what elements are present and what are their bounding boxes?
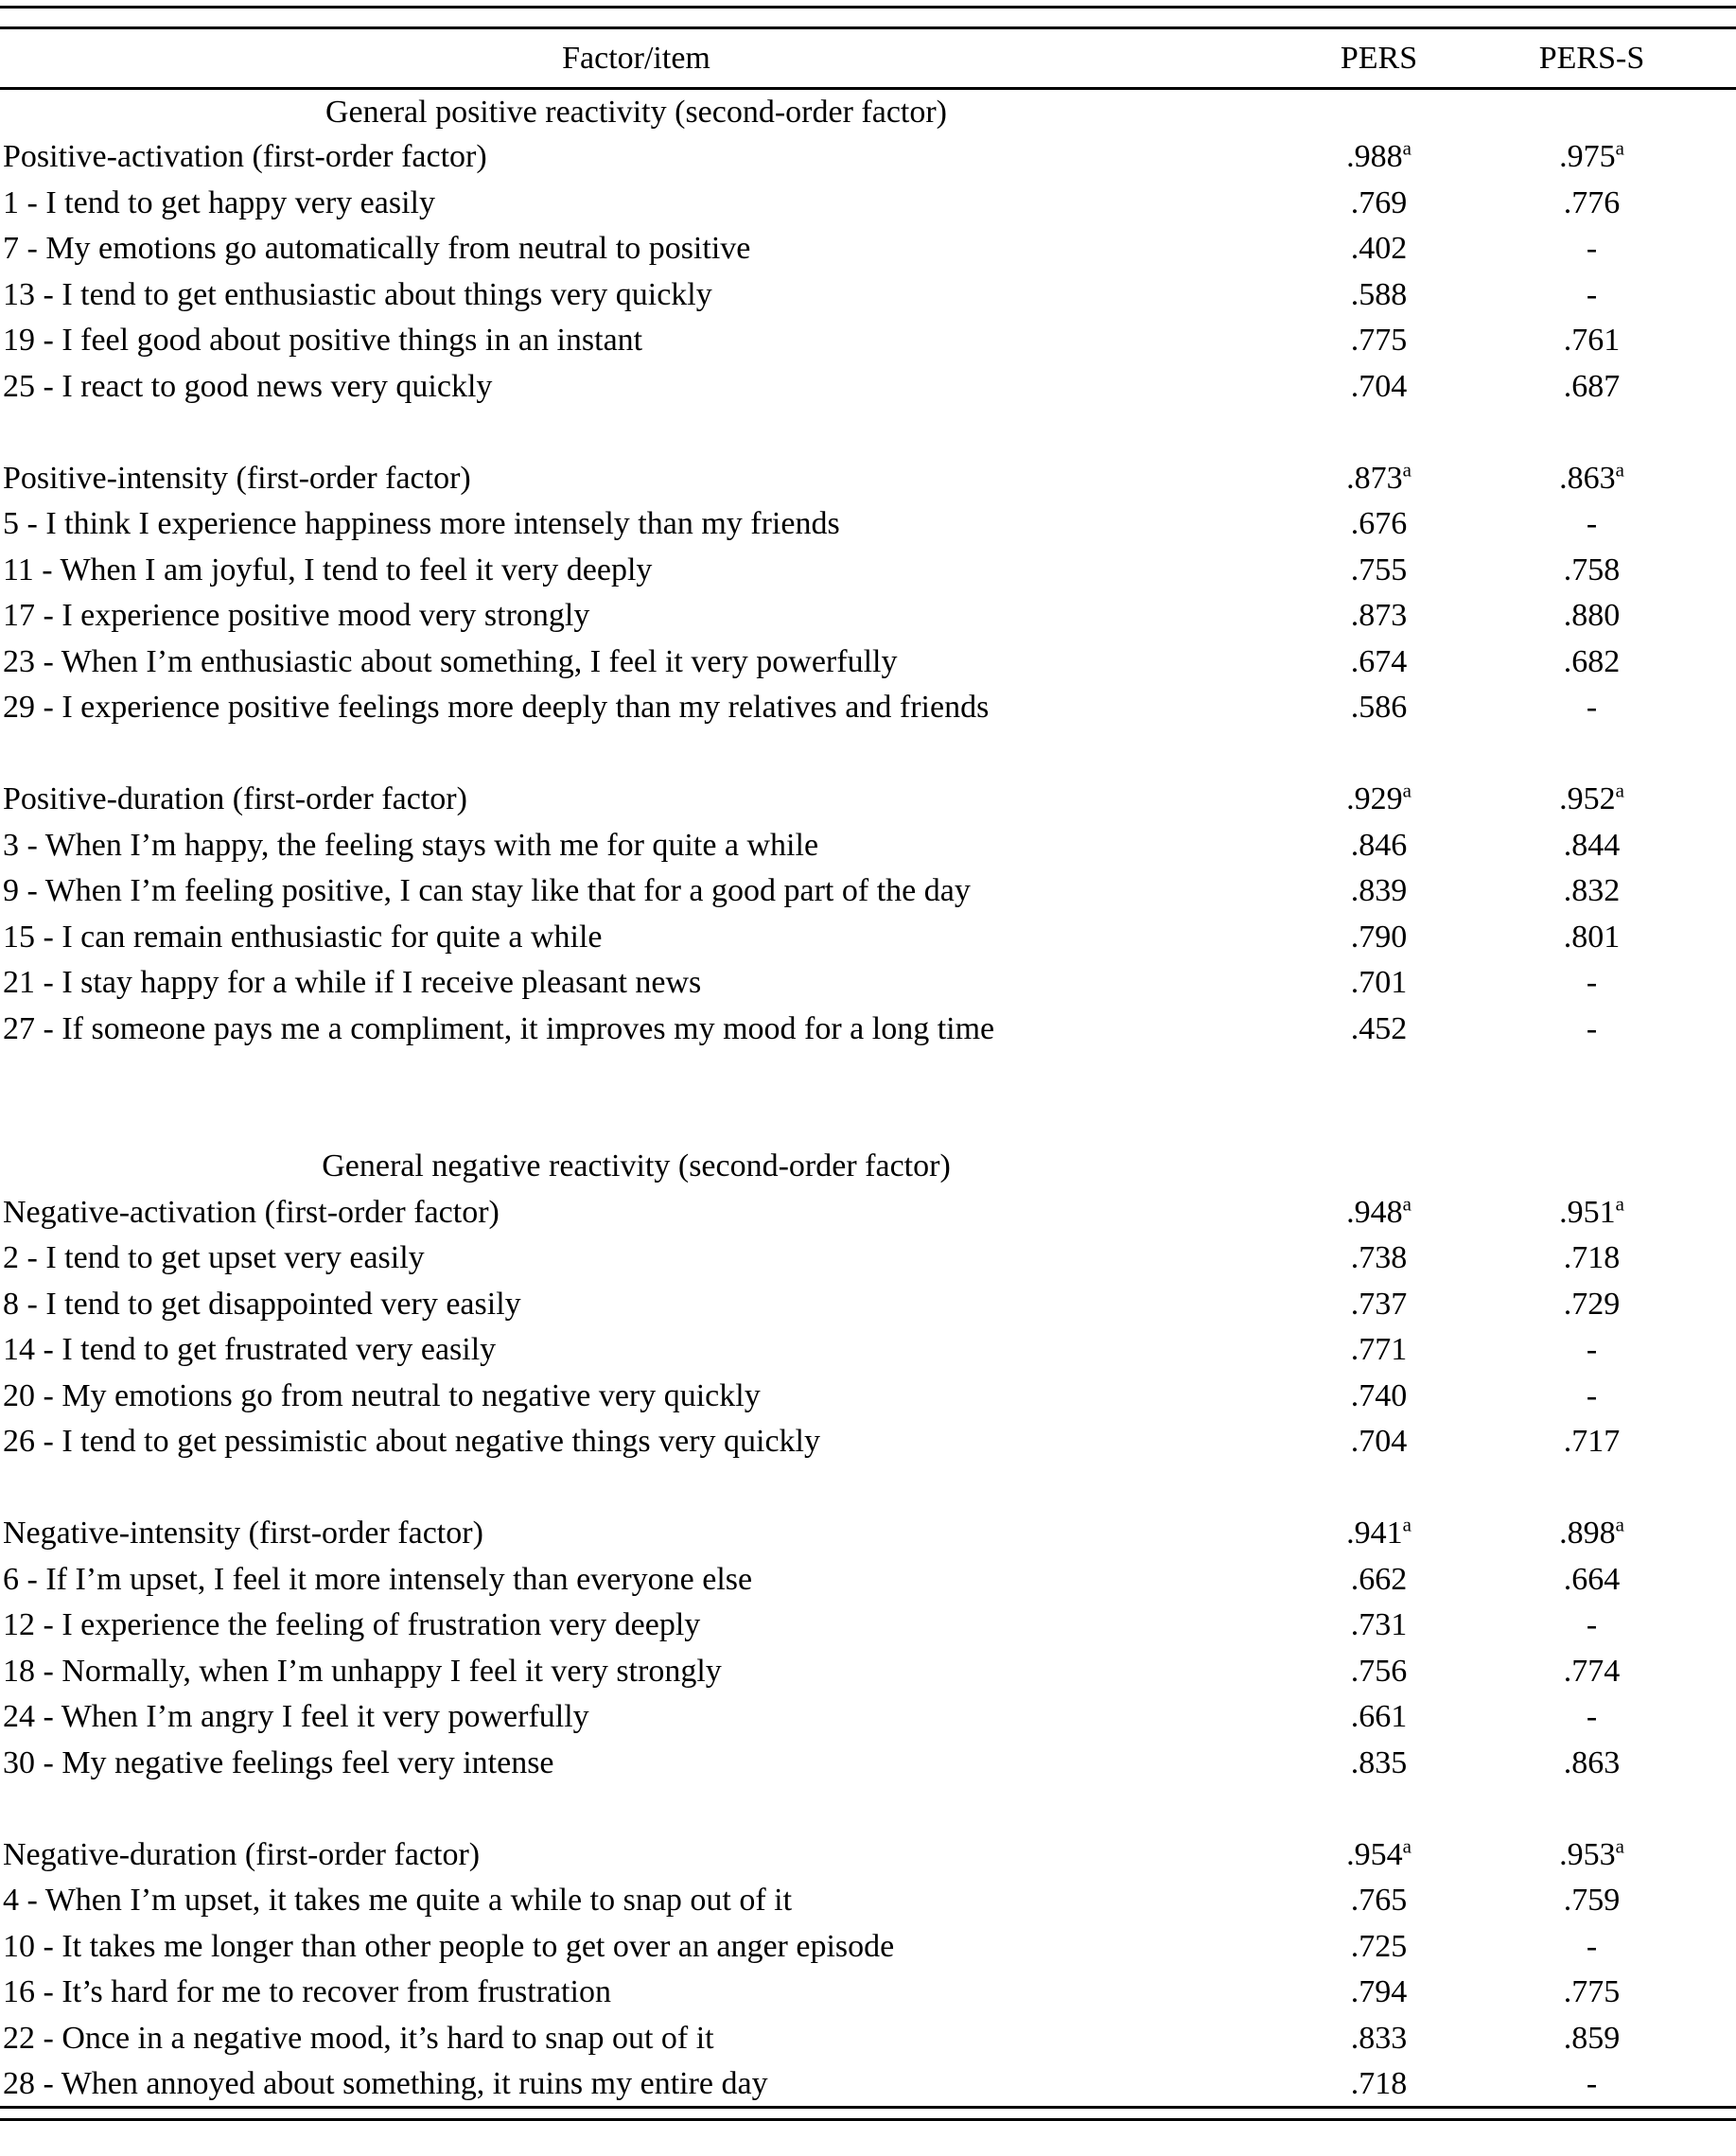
row-label: 8 - I tend to get disappointed very easily <box>3 1286 521 1322</box>
row-label: Negative-duration (first-order factor) <box>3 1836 481 1872</box>
pers-value: .954$^a$ <box>1346 1834 1412 1872</box>
row-label: 18 - Normally, when I’m unhappy I feel it very strongly <box>3 1653 722 1689</box>
column-header-pers-s: PERS-S <box>1485 28 1736 89</box>
pers-s-value: - <box>1586 690 1598 726</box>
row-label: 13 - I tend to get enthusiastic about things very quickly <box>3 276 712 312</box>
row-label: Negative-intensity (first-order factor) <box>3 1516 483 1551</box>
item-row <box>0 2016 1736 2062</box>
pers-value: .740 <box>1350 1377 1408 1413</box>
superscript-a: a <box>1402 1513 1412 1536</box>
pers-s-value: - <box>1586 1332 1598 1368</box>
factor-row <box>0 1190 1736 1236</box>
item-row <box>0 548 1736 594</box>
pers-value: .718 <box>1350 2065 1408 2101</box>
pers-value: .948$^a$ <box>1346 1192 1412 1230</box>
spacer-cell <box>0 1465 1736 1512</box>
superscript-a: a <box>1615 779 1624 802</box>
item-row <box>0 226 1736 272</box>
row-label: 6 - If I’m upset, I feel it more intensely than everyone else <box>3 1561 753 1597</box>
row-label: 5 - I think I experience happiness more intensely than my friends <box>3 506 840 542</box>
item-row <box>0 915 1736 961</box>
row-label: 26 - I tend to get pessimistic about negative things very quickly <box>3 1424 820 1460</box>
item-row <box>0 1327 1736 1374</box>
spacer-row <box>0 1465 1736 1512</box>
column-header-pers: PERS <box>1272 28 1485 89</box>
pers-s-value: - <box>1586 1377 1598 1413</box>
item-row <box>0 1007 1736 1053</box>
pers-s-value: - <box>1586 276 1598 312</box>
pers-value: .725 <box>1350 1928 1408 1964</box>
row-label: 9 - When I’m feeling positive, I can stay like that for a good part of the day <box>3 873 971 909</box>
pers-value: .790 <box>1350 919 1408 955</box>
row-label: 21 - I stay happy for a while if I receive pleasant news <box>3 965 702 1001</box>
pers-value <box>1272 89 1485 135</box>
row-label: 24 - When I’m angry I feel it very powerfully <box>3 1699 589 1735</box>
row-label: Negative-activation (first-order factor) <box>3 1194 500 1230</box>
row-label: Positive-duration (first-order factor) <box>3 781 467 817</box>
item-row <box>0 1649 1736 1695</box>
row-label: 2 - I tend to get upset very easily <box>3 1240 425 1276</box>
pers-s-value: - <box>1586 1699 1598 1735</box>
pers-value: .839 <box>1350 873 1408 909</box>
superscript-a: a <box>1615 458 1624 482</box>
item-row <box>0 364 1736 411</box>
superscript-a: a <box>1615 1192 1624 1216</box>
pers-value: .846 <box>1350 827 1408 863</box>
pers-s-value: .898$^a$ <box>1559 1513 1624 1551</box>
pers-value: .771 <box>1350 1332 1408 1368</box>
row-label: 25 - I react to good news very quickly <box>3 368 493 404</box>
item-row <box>0 272 1736 319</box>
section-header-row <box>0 89 1736 135</box>
item-row <box>0 1282 1736 1328</box>
pers-value: .737 <box>1350 1286 1408 1322</box>
superscript-a: a <box>1402 1192 1412 1216</box>
row-label: 15 - I can remain enthusiastic for quite a while <box>3 919 603 955</box>
pers-s-value: .859 <box>1563 2020 1621 2056</box>
table-body <box>0 89 1736 2108</box>
pers-value: .731 <box>1350 1607 1408 1643</box>
pers-s-value: .718 <box>1563 1240 1621 1276</box>
row-label: Positive-activation (first-order factor) <box>3 139 487 175</box>
pers-value: .835 <box>1350 1744 1408 1780</box>
section-title: General positive reactivity (second-order factor) <box>324 94 948 130</box>
pers-value: .765 <box>1350 1883 1408 1919</box>
pers-value: .769 <box>1350 184 1408 220</box>
item-row <box>0 823 1736 869</box>
pers-s-value: .951$^a$ <box>1559 1192 1624 1230</box>
spacer-cell <box>0 1786 1736 1832</box>
pers-s-value: .774 <box>1563 1653 1621 1689</box>
item-row <box>0 1694 1736 1741</box>
row-label: 4 - When I’m upset, it takes me quite a while to snap out of it <box>3 1883 793 1919</box>
pers-s-value: - <box>1586 1928 1598 1964</box>
item-row <box>0 1557 1736 1604</box>
factor-row <box>0 134 1736 181</box>
pers-s-value: .758 <box>1563 552 1621 587</box>
row-label: 27 - If someone pays me a compliment, it improves my mood for a long time <box>3 1010 995 1046</box>
pers-s-value: - <box>1586 2065 1598 2101</box>
factor-loadings-table <box>0 26 1736 2109</box>
factor-row <box>0 1832 1736 1879</box>
factor-row <box>0 456 1736 502</box>
item-row <box>0 181 1736 227</box>
row-label: 19 - I feel good about positive things in an instant <box>3 323 643 359</box>
row-label: 1 - I tend to get happy very easily <box>3 184 435 220</box>
pers-value: .929$^a$ <box>1346 779 1412 817</box>
row-label: 29 - I experience positive feelings more deeply than my relatives and friends <box>3 690 990 726</box>
pers-value: .704 <box>1350 1424 1408 1460</box>
pers-value: .701 <box>1350 965 1408 1001</box>
pers-s-value: - <box>1586 1010 1598 1046</box>
table-bottom-rule <box>0 2118 1736 2121</box>
superscript-a: a <box>1402 1834 1412 1858</box>
pers-s-value: .761 <box>1563 323 1621 359</box>
row-label: 28 - When annoyed about something, it ruins my entire day <box>3 2065 768 2101</box>
spacer-row <box>0 1052 1736 1098</box>
pers-value: .755 <box>1350 552 1408 587</box>
pers-s-value: .729 <box>1563 1286 1621 1322</box>
pers-value: .941$^a$ <box>1346 1513 1412 1551</box>
item-row <box>0 1603 1736 1649</box>
spacer-cell <box>0 731 1736 778</box>
spacer-cell <box>0 1052 1736 1098</box>
pers-value: .756 <box>1350 1653 1408 1689</box>
item-row <box>0 1741 1736 1787</box>
pers-value: .988$^a$ <box>1346 136 1412 175</box>
row-label: 14 - I tend to get frustrated very easily <box>3 1332 497 1368</box>
pers-s-value: .775 <box>1563 1974 1621 2010</box>
row-label: 17 - I experience positive mood very strongly <box>3 598 590 634</box>
item-row <box>0 685 1736 731</box>
pers-s-value: - <box>1586 506 1598 542</box>
row-label: 23 - When I’m enthusiastic about something, I feel it very powerfully <box>3 643 898 679</box>
item-row <box>0 1236 1736 1282</box>
paper-table-page <box>0 6 1736 2156</box>
row-label: 10 - It takes me longer than other people to get over an anger episode <box>3 1928 895 1964</box>
pers-value: .775 <box>1350 323 1408 359</box>
row-label: Positive-intensity (first-order factor) <box>3 460 471 496</box>
pers-value: .704 <box>1350 368 1408 404</box>
spacer-row <box>0 410 1736 456</box>
spacer-row <box>0 1098 1736 1145</box>
superscript-a: a <box>1402 779 1412 802</box>
row-label: 7 - My emotions go automatically from neutral to positive <box>3 231 751 267</box>
pers-s-value: .953$^a$ <box>1559 1834 1624 1872</box>
superscript-a: a <box>1402 458 1412 482</box>
section-header-row <box>0 1144 1736 1190</box>
row-label: 11 - When I am joyful, I tend to feel it very deeply <box>3 552 653 587</box>
spacer-row <box>0 731 1736 778</box>
table-top-rule <box>0 6 1736 9</box>
pers-value: .402 <box>1350 231 1408 267</box>
pers-s-value: - <box>1586 231 1598 267</box>
item-row <box>0 1374 1736 1420</box>
pers-s-value: .664 <box>1563 1561 1621 1597</box>
pers-s-value: .832 <box>1563 873 1621 909</box>
pers-s-value: .844 <box>1563 827 1621 863</box>
table-header-row <box>0 28 1736 89</box>
column-header-factor-item: Factor/item <box>0 28 1272 89</box>
row-label: 16 - It’s hard for me to recover from frustration <box>3 1974 611 2010</box>
factor-row <box>0 1511 1736 1557</box>
pers-value: .676 <box>1350 506 1408 542</box>
pers-s-value <box>1485 1144 1736 1190</box>
superscript-a: a <box>1615 136 1624 160</box>
pers-value: .661 <box>1350 1699 1408 1735</box>
section-title: General negative reactivity (second-order factor) <box>322 1148 951 1184</box>
item-row <box>0 1419 1736 1465</box>
item-row <box>0 640 1736 686</box>
item-row <box>0 960 1736 1007</box>
row-label: 20 - My emotions go from neutral to negative very quickly <box>3 1377 761 1413</box>
pers-s-value: .863 <box>1563 1744 1621 1780</box>
pers-s-value: .717 <box>1563 1424 1621 1460</box>
pers-s-value: .682 <box>1563 643 1621 679</box>
spacer-cell <box>0 410 1736 456</box>
item-row <box>0 593 1736 640</box>
superscript-a: a <box>1615 1834 1624 1858</box>
pers-value: .873$^a$ <box>1346 458 1412 496</box>
superscript-a: a <box>1615 1513 1624 1536</box>
item-row <box>0 1970 1736 2016</box>
pers-value: .833 <box>1350 2020 1408 2056</box>
pers-s-value: .863$^a$ <box>1559 458 1624 496</box>
pers-value: .794 <box>1350 1974 1408 2010</box>
item-row <box>0 501 1736 548</box>
row-label: 3 - When I’m happy, the feeling stays with me for quite a while <box>3 827 819 863</box>
item-row <box>0 318 1736 364</box>
pers-s-value: .975$^a$ <box>1559 136 1624 175</box>
item-row <box>0 1878 1736 1924</box>
item-row <box>0 2061 1736 2108</box>
superscript-a: a <box>1402 136 1412 160</box>
pers-value: .452 <box>1350 1010 1408 1046</box>
pers-s-value: .952$^a$ <box>1559 779 1624 817</box>
pers-value: .588 <box>1350 276 1408 312</box>
pers-s-value: .801 <box>1563 919 1621 955</box>
pers-s-value: .759 <box>1563 1883 1621 1919</box>
pers-s-value: - <box>1586 965 1598 1001</box>
row-label: 12 - I experience the feeling of frustration very deeply <box>3 1607 701 1643</box>
pers-s-value: .880 <box>1563 598 1621 634</box>
pers-value: .738 <box>1350 1240 1408 1276</box>
item-row <box>0 1924 1736 1971</box>
row-label: 22 - Once in a negative mood, it’s hard to snap out of it <box>3 2020 714 2056</box>
spacer-cell <box>0 1098 1736 1145</box>
pers-value <box>1272 1144 1485 1190</box>
pers-value: .674 <box>1350 643 1408 679</box>
row-label: 30 - My negative feelings feel very intense <box>3 1744 554 1780</box>
factor-row <box>0 777 1736 823</box>
pers-value: .586 <box>1350 690 1408 726</box>
pers-value: .873 <box>1350 598 1408 634</box>
pers-s-value: - <box>1586 1607 1598 1643</box>
pers-s-value <box>1485 89 1736 135</box>
pers-s-value: .687 <box>1563 368 1621 404</box>
item-row <box>0 868 1736 915</box>
pers-s-value: .776 <box>1563 184 1621 220</box>
spacer-row <box>0 1786 1736 1832</box>
pers-value: .662 <box>1350 1561 1408 1597</box>
